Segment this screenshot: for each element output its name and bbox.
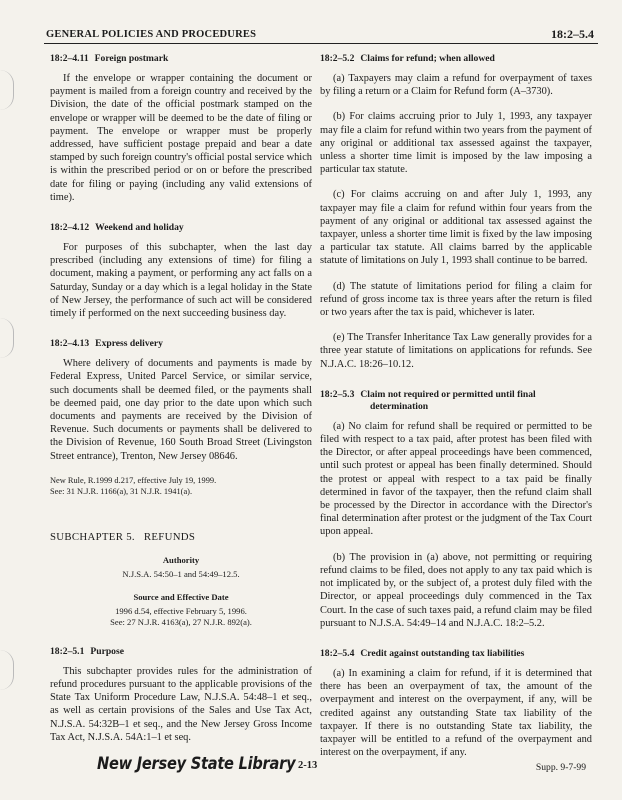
subchapter-heading: SUBCHAPTER 5. REFUNDS: [50, 530, 196, 543]
right-column: [320, 53, 592, 759]
section-body-4-13: Where delivery of documents and payments is made by Federal Express, United Parcel Service, or similar service, such documents shall be deemed filed, or the payments shall be deemed paid, one day prior to the date upon which such documents and payments are received by the Division of Revenue. Such documents or payments shall be delivered to the Division of Revenue, 160 South Broad Street (Livingston Street entrance), Trenton, New Jersey 08646.: [50, 358, 312, 462]
section-heading-5-1: 18:2–5.1 Purpose: [50, 645, 124, 657]
running-header-section: 18:2–5.4: [551, 27, 594, 41]
margin-mark: [0, 318, 14, 358]
paragraph-5-2-c: (c) For claims accruing on and after July 1, 1993, any taxpayer may file a claim for refund within four years from the payment of any original or additional tax assessed against the taxpayer, unless a shorter time limit is fixed by the law imposing a particular tax statute. All claims barred by the applicable statute of limitations on July 1, 1993 shall continue to be barred.: [320, 189, 592, 267]
left-column: [50, 53, 312, 744]
source-text: 1996 d.54, effective February 5, 1996. See: 27 N.J.R. 4163(a), 27 N.J.R. 892(a).: [110, 605, 252, 627]
paragraph-5-3-a: (a) No claim for refund shall be required or permitted to be filed with respect to a tax paid, after protest has been filed with the Director, or after appeal proceedings have been commenced, until such protest or appeal has been finally determined. Should the protest or appeal with respect to a tax paid be finally determined in favor of the taxpayer, then the refund claim shall be processed by the Director in accordance with the Director's final determination after protest or the judgment of the Tax Court upon appeal.: [320, 420, 592, 538]
running-header-title: GENERAL POLICIES AND PROCEDURES: [46, 29, 257, 40]
page-number: 2-13: [298, 760, 318, 771]
section-heading-5-2: 18:2–5.2 Claims for refund; when allowed: [320, 53, 495, 64]
paragraph-5-2-e: (e) The Transfer Inheritance Tax Law generally provides for a three year statute of limitations on applications for refunds. See N.J.A.C. 18:26–10.12.: [320, 332, 592, 370]
section-heading-5-4: 18:2–5.4 Credit against outstanding tax liabilities: [320, 647, 525, 659]
source-heading: Source and Effective Date: [133, 591, 229, 602]
section-heading-4-13: 18:2–4.13 Express delivery: [50, 338, 163, 350]
section-body-5-1: This subchapter provides rules for the administration of refund procedures pursuant to the applicable provisions of the State Tax Uniform Procedure Law, N.J.S.A. 54:48–1 et seq., as well as certain provisions of the Sales and Use Tax Act, N.J.S.A. 54:32B–1 et seq., and the New Jersey Gross Income Tax Act, N.J.S.A. 54A:1–1 et seq.: [50, 665, 312, 743]
library-stamp: New Jersey State Library: [97, 754, 296, 774]
paragraph-5-4-a: (a) In examining a claim for refund, if it is determined that there has been an overpayment of tax, the amount of the overpayment and interest on the overpayment, if any, will be credited against any outstanding State tax liability of the taxpayer. If there is no outstanding State tax liability, the taxpayer will be entitled to a refund of the overpayment and interest on the overpayment, if any.: [320, 667, 592, 759]
section-body-4-12: For purposes of this subchapter, when the last day prescribed (including any extensions of time) for filing a document, making a payment, or performing any act falls on a Saturday, Sunday or a day which is a legal holiday in the State of New Jersey, the performance of such act will be considered timely if performed on the next succeeding business day.: [50, 242, 312, 320]
paragraph-5-2-d: (d) The statute of limitations period for filing a claim for refund of gross income tax is three years after the return is filed or two years after the tax is paid, whichever is later.: [320, 280, 592, 319]
section-heading-4-12: 18:2–4.12 Weekend and holiday: [50, 222, 184, 234]
paragraph-5-2-a: (a) Taxpayers may claim a refund for overpayment of taxes by filing a return or a Claim for Refund form (A–3730).: [320, 73, 592, 98]
authority-heading: Authority: [162, 554, 200, 565]
history-note: New Rule, R.1999 d.217, effective July 19, 1999. See: 31 N.J.R. 1166(a), 31 N.J.R. 1941(a).: [50, 475, 217, 496]
section-heading-5-3: 18:2–5.3 Claim not required or permitted until final determination: [320, 388, 536, 412]
authority-text: N.J.S.A. 54:50–1 and 54:49–12.5.: [122, 568, 240, 579]
supplement-date: Supp. 9-7-99: [535, 762, 586, 773]
paragraph-5-2-b: (b) For claims accruing prior to July 1, 1993, any taxpayer may file a claim for refund within two years from the payment of any original or additional tax assessed against the taxpayer, unless a shorter time limit is imposed by the law imposing a particular tax statute.: [320, 111, 592, 176]
margin-mark: [0, 650, 14, 690]
margin-mark: [0, 70, 14, 110]
header-rule: [44, 43, 598, 44]
paragraph-5-3-b: (b) The provision in (a) above, not permitting or requiring refund claims to be filed, does not apply to any tax paid which is not implicated by, or the subject of, a protest duly filed with the Director, or appeal proceedings duly commenced in the Tax Court. In the case of such taxes paid, a refund claim may be filed pursuant to N.J.S.A. 54:49–14 and N.J.A.C. 18:2–5.2.: [320, 551, 592, 629]
section-heading-4-11: 18:2–4.11 Foreign postmark: [50, 53, 169, 64]
section-body-4-11: If the envelope or wrapper containing the document or payment is mailed from a foreign country and received by the Division, the date of the official postmark stamped on the envelope or wrapper will be deemed to be the date of filing or payment. The envelope or wrapper must be properly addressed, have sufficient postage prepaid and bear a date stamped by such foreign country's official postal service which is within the prescribed period or on or before the prescribed date for filing or paying (including any valid extensions of time).: [50, 73, 312, 203]
